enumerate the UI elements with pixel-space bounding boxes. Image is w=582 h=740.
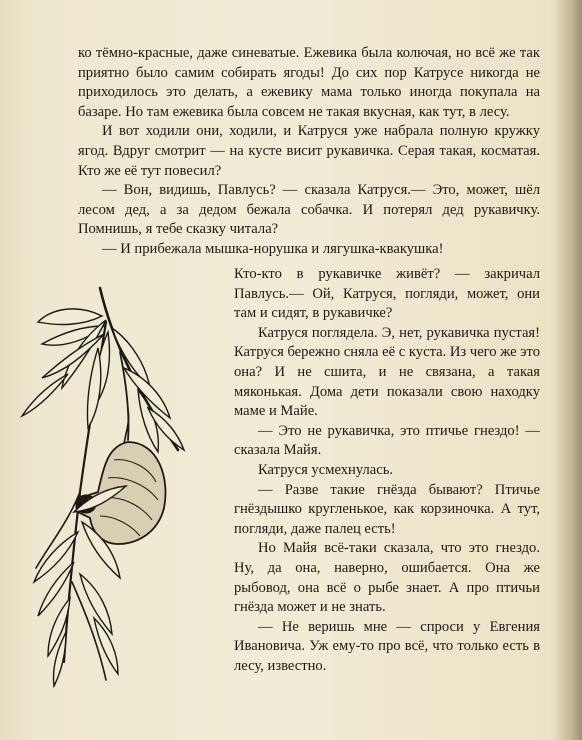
paragraph-1: ко тёмно-красные, даже синеватые. Ежевика была колючая, но всё же так приятно было самим собирать ягоды! До сих пор Катрусе никогда не приходилось это делать, а ежевику мама только иногда покупала на базаре. Но там ежевика была совсем не такая вкусная, как тут, в лесу. — [78, 45, 540, 120]
paragraph-2: И вот ходили они, ходили, и Катруся уже набрала полную кружку ягод. Вдруг смотрит — на кусте висит рукавичка. Серая такая, косматая. Кто же её тут повесил? — [78, 123, 540, 179]
paragraph-7: — Это не рукавичка, это птичье гнездо! — сказала Майя. — [234, 422, 540, 459]
paragraph-10: Но Майя всё-таки сказала, что это гнездо. Ну, да она, наверно, ошибается. Она же рыбовод, она всё о рыбе знает. А про птичьи гнёзда может и не знать. — [234, 540, 540, 616]
paragraph-3: — Вон, видишь, Павлусь? — сказала Катруся.— Это, может, шёл лесом дед, а за дедом бежала собачка. И потерял дед рукавичку. Помнишь, я тебе сказку читала? — [78, 182, 540, 238]
paragraph-6: Катруся поглядела. Э, нет, рукавичка пустая! Катруся бережно сняла её с куста. Из чего же это она? И не сшита, и не связана, а такая мяконькая. Дома дети показали свою находку маме и Майе. — [234, 324, 540, 420]
text-block-full-width — [78, 44, 540, 260]
paragraph-11: — Не веришь мне — спроси у Евгения Ивановича. Уж ему-то про всё, что только есть в лесу, известно. — [234, 618, 540, 674]
paragraph-9: — Разве такие гнёзда бывают? Птичье гнёздышко кругленькое, как корзиночка. А тут, погляди, даже палец есть! — [234, 481, 540, 537]
text-block-beside-illustration — [234, 265, 540, 676]
paragraph-5: Кто-кто в рукавичке живёт? — закричал Павлусь.— Ой, Катруся, погляди, может, они там и сидят, в рукавичке? — [234, 266, 540, 322]
paragraph-4: — И прибежала мышка-норушка и лягушка-квакушка! — [102, 240, 444, 257]
paragraph-8: Катруся усмехнулась. — [258, 461, 394, 478]
page-spine-shadow — [554, 0, 582, 740]
branch-with-hanging-nest-illustration — [8, 282, 208, 702]
